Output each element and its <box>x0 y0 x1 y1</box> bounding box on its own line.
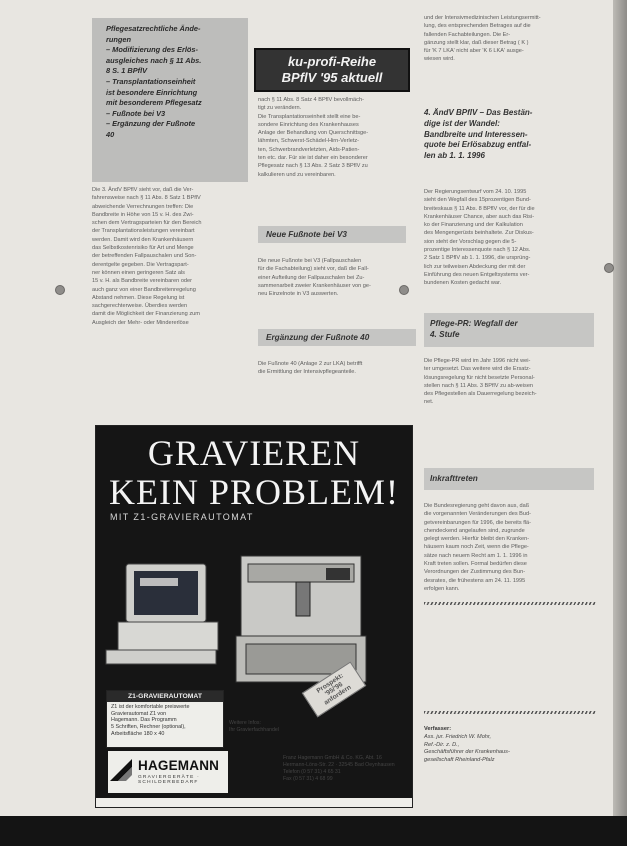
info-line: 5 Schriften, Rechner (optional), <box>111 724 186 731</box>
right-body-text-3 <box>424 502 594 593</box>
stamp-text: Prospekt: '95/'96 anfordern <box>302 661 366 717</box>
banner-line2: BPflV '95 aktuell <box>281 70 383 85</box>
author-block <box>424 726 594 765</box>
middle-fussnote40-text <box>258 360 408 377</box>
text-line: auch ganz von einer Bandbreitenregelung <box>92 286 196 293</box>
text-line: getvereinbarungen für 1996, die bereits flä- <box>424 519 531 526</box>
separator-hatch-2 <box>424 711 596 714</box>
author-label: Verfasser: <box>424 726 452 732</box>
address-line: Telefon (0 57 31) 4 65 31 <box>283 768 341 775</box>
right-body-text-1 <box>424 188 594 288</box>
text-line: chendeckend angelaufen sind, zugrunde <box>424 527 525 534</box>
subhead-line: Pflege-PR: Wegfall der <box>430 319 518 328</box>
subhead-neue-fussnote: Neue Fußnote bei V3 <box>258 226 406 243</box>
ad-headline-1: GRAVIEREN <box>147 433 361 473</box>
headline-line: ausgleiches nach § 11 Abs. <box>106 55 202 65</box>
headline-line: 4. ÄndV BPflV – Das Bestän- <box>424 108 533 117</box>
text-line: die vorgenannten Veränderungen des Bud- <box>424 511 531 518</box>
text-line: nach § 11 Abs. 8 Satz 4 BPflV bevollmäch- <box>258 97 364 103</box>
text-line: die Ermittlung der Intensivpflegeanteile. <box>258 369 356 376</box>
text-line: des Pflegestellen als Dauerregelung bezeich- <box>424 391 537 398</box>
text-line: bundenen Kosten gedacht war. <box>424 280 502 287</box>
headline-line: – Modifizierung des Erlös- <box>106 45 198 55</box>
hagemann-mark-icon <box>108 757 134 783</box>
text-line: Die Bundesregierung geht davon aus, daß <box>424 503 530 509</box>
text-line: derentgelte gegeben. Die Vertragspart- <box>92 261 189 268</box>
address-line: Hermann-Löns-Str. 22 · 32545 Bad Oeynhausen <box>283 761 395 768</box>
text-line: lung, des entsprechenden Betrages auf die <box>424 23 531 30</box>
headline-line: len ab 1. 1. 1996 <box>424 151 485 161</box>
text-line: einer Aufteilung der Fallpauschalen bei Zu- <box>258 274 365 281</box>
text-line: Abstand nehmen. Diese Regelung ist <box>92 294 185 301</box>
info-line: Arbeitsfläche 180 x 40 <box>111 730 165 737</box>
ad-subline: MIT Z1-GRAVIERAUTOMAT <box>110 512 254 522</box>
left-headline <box>92 18 248 141</box>
ad-info-title: Z1-GRAVIERAUTOMAT <box>107 691 223 702</box>
text-line: für die Fachabteilung) sieht vor, daß die Fall- <box>258 266 369 273</box>
ad-note <box>229 720 319 734</box>
text-line: ter umgesetzt. Das weitere wird die Ersatz- <box>424 366 531 373</box>
left-headline-box <box>92 18 248 182</box>
text-line: sammenarbeit zweier Krankenhäuser von ge- <box>258 282 371 289</box>
text-line: Bandbreite in Höhe von 15 v. H. des Zwi- <box>92 211 194 218</box>
right-body-text-2 <box>424 357 594 407</box>
text-line: stellen nach § 11 Abs. 3 BPflV zu ab-weisen <box>424 382 534 389</box>
text-line: sachgerechterweise. Überdies werden <box>92 303 188 310</box>
text-line: des Mengengerüsts beinhaltete. Zur Diskus- <box>424 230 534 237</box>
text-line: desrates, die frühestens am 24. 11. 1995 <box>424 577 526 584</box>
text-line: lähmten, Schwerst-Schädel-Hirn-Verletz- <box>258 138 360 145</box>
text-line: sondere Einrichtung des Krankenhauses <box>258 121 359 128</box>
keyboard <box>106 650 216 664</box>
text-line: Pflegesatz nach § 13 Abs. 2 Satz 3 BPflV zu <box>258 163 368 170</box>
text-line: gelegt werden. Hierfür bleibt den Kranken- <box>424 536 530 543</box>
text-line: wiesen wird. <box>424 56 455 63</box>
text-line: Die Pflege-PR wird im Jahr 1996 nicht wei- <box>424 358 531 364</box>
text-line: das Selbstkostenrisiko für Art und Menge <box>92 245 194 252</box>
text-line: schen dem Vertragsparteien für den Bereich <box>92 220 202 227</box>
text-line: breiteskaus § 11 Abs. 8 BPflV vor, der für die <box>424 205 535 212</box>
text-line: Die 3. ÄndV BPflV sieht vor, daß die Ver- <box>92 187 194 193</box>
text-line: ten, Schwerbrandverletzten, Aids-Patien- <box>258 146 360 153</box>
note-line: Weitere Infos: <box>229 720 261 726</box>
author-line: Geschäftsführer der Krankenhaus- <box>424 749 510 756</box>
right-top-text <box>424 14 594 64</box>
headline-line: 40 <box>106 129 115 139</box>
text-line: kalkulieren und zu vereinbaren. <box>258 171 336 178</box>
left-body-text <box>92 186 248 327</box>
headline-line: Pflegesatzrechtliche Ände- <box>106 24 201 33</box>
binder-hole-right <box>604 263 614 273</box>
info-line: Z1 ist der komfortable preiswerte <box>111 704 190 710</box>
text-line: fahrensweise nach § 11 Abs. 8 Satz 1 BPflV <box>92 195 201 202</box>
text-line: werden. Damit wird den Krankenhäusern <box>92 236 194 243</box>
headline-line: mit besonderem Pflegesatz <box>106 98 202 108</box>
text-line: ten etc. dar. Für sie ist daher ein besonderer <box>258 155 368 162</box>
subhead-line: 4. Stufe <box>430 329 460 339</box>
advertisement <box>95 425 413 808</box>
text-line: der Transplantationsleistungen vereinbart <box>92 228 195 235</box>
text-line: Verordnungen der Zustimmung des Bun- <box>424 569 526 576</box>
text-line: lösungsregelung für nicht besetzte Personal- <box>424 374 535 381</box>
headline-line: 8 S. 1 BPflV <box>106 66 148 76</box>
info-line: Gravierautomat Z1 von <box>111 710 167 717</box>
binder-hole-left <box>55 285 65 295</box>
right-headline <box>424 108 594 162</box>
hagemann-logo <box>108 751 228 793</box>
company-tagline: GRAVIERGERÄTE · SCHILDERBEDARF <box>138 775 200 785</box>
text-line: Kraft treten sollen. Formal bedürfen diese <box>424 561 527 568</box>
text-line: Die Transplantationseinheit stellt eine be- <box>258 113 361 120</box>
address-line: Franz Hagemann GmbH & Co. KG, Abt. 16 <box>283 755 382 761</box>
headline-line: quote bei Erlösabzug entfal- <box>424 140 532 150</box>
scan-shadow-bottom <box>0 816 627 846</box>
company-address <box>283 755 403 783</box>
text-line: erfolgen kann. <box>424 585 460 592</box>
text-line: prozentige Interessenquote nach § 12 Abs. <box>424 247 531 254</box>
address-line: Fax (0 57 31) 4 68 99 <box>283 775 333 782</box>
right-subhead-inkrafttreten: Inkrafttreten <box>424 468 594 490</box>
z1-label-plate <box>326 568 350 580</box>
text-line: neu Einzelnote in V3 auswerten. <box>258 291 339 298</box>
separator-hatch-1 <box>424 602 596 605</box>
text-line: Der Regierungsentwurf vom 24. 10. 1995 <box>424 189 527 195</box>
headline-line: rungen <box>106 34 132 44</box>
author-lines <box>424 734 594 765</box>
text-line: lich zur teilweisen Abdeckung der mit der <box>424 263 526 270</box>
text-line: Krankenhäuser Chance, aber auch das Risi- <box>424 213 535 220</box>
subhead-ergaenzung: Ergänzung der Fußnote 40 <box>258 329 416 346</box>
author-line: Ass. jur. Friedrich W. Mohr, <box>424 733 492 740</box>
banner-line1: ku-profi-Reihe <box>287 54 377 69</box>
spindle <box>296 582 310 616</box>
headline-line: – Ergänzung der Fußnote <box>106 119 196 129</box>
headline-line: dige ist der Wandel: <box>424 118 500 128</box>
headline-line: – Transplantationseinheit <box>106 76 196 86</box>
text-line: 15 v. H. als Bandbreite vereinbaren oder <box>92 278 193 285</box>
headline-line: Bandbreite und Interessen- <box>424 129 528 139</box>
text-line: abweichende Verrechnungen treffen: Die <box>92 203 194 210</box>
company-name: HAGEMANN <box>138 758 220 773</box>
monitor-screen <box>134 571 198 615</box>
text-line: ko der Finanzierung und der Kalkulation <box>424 222 523 229</box>
engraving-machine-image <box>96 526 412 701</box>
text-line: fallenden Fachabteilungen. Die Er- <box>424 31 511 38</box>
screen-ui <box>140 578 178 586</box>
text-line: Ausgleich der Mehr- oder Mindererlöse <box>92 319 189 326</box>
page-edge-right <box>613 0 627 846</box>
note-line: Ihr Gravierfachhandel <box>229 726 279 733</box>
text-line: Die neue Fußnote bei V3 (Fallpauschalen <box>258 258 362 264</box>
text-line: gänzung stellt klar, daß dieser Betrag ( K ) <box>424 39 529 46</box>
text-line: Anlage der Behandlung von Querschnittsge- <box>258 130 369 137</box>
headline-line: – Fußnote bei V3 <box>106 108 166 118</box>
text-line: 2 Satz 1 BPflV ab 1. 1. 1996, die ursprüng- <box>424 255 531 262</box>
text-line: und der Intensivmedizinischen Leistungsermitt- <box>424 15 541 21</box>
text-line: net. <box>424 399 434 406</box>
ad-headline-2: KEIN PROBLEM! <box>109 472 399 512</box>
pc-case <box>118 622 218 650</box>
headline-line: ist besondere Einrichtung <box>106 87 198 97</box>
author-line: gesellschaft Rheinland-Pfalz <box>424 757 495 764</box>
middle-v3-text <box>258 257 408 298</box>
text-line: der betreffenden Fallpauschalen und Son- <box>92 253 197 260</box>
ad-info-text <box>107 702 223 740</box>
middle-body-text <box>258 96 408 179</box>
text-line: Die Fußnote 40 (Anlage 2 zur LKA) betrifft <box>258 361 363 367</box>
right-subhead-pflege-pr <box>424 313 594 347</box>
text-line: damit die Möglichkeit der Finanzierung zum <box>92 311 200 318</box>
info-line: Hagemann. Das Programm <box>111 717 177 724</box>
text-line: sieht den Wegfall des 15prozentigen Bund- <box>424 197 531 204</box>
text-line: sätze nach neuem Recht am 1. 1. 1996 in <box>424 552 528 559</box>
text-line: Einführung des neuen Entgeltsystems ver- <box>424 271 530 278</box>
text-line: häusern kaum noch Zeit, wenn die Pflege- <box>424 544 529 551</box>
text-line: tigt zu verändern. <box>258 105 302 112</box>
ad-bottom-strip <box>96 798 412 808</box>
ad-info-box <box>106 690 224 748</box>
text-line: ner können einen geringeren Satz als <box>92 269 185 276</box>
series-banner <box>254 48 410 92</box>
text-line: sion steht der Vorschlag gegen die 5- <box>424 238 517 245</box>
author-line: Ref.-Dir. z. D., <box>424 741 460 748</box>
text-line: für 'K 7 LKA' nicht aber 'K 6 LKA' ausge- <box>424 48 524 55</box>
